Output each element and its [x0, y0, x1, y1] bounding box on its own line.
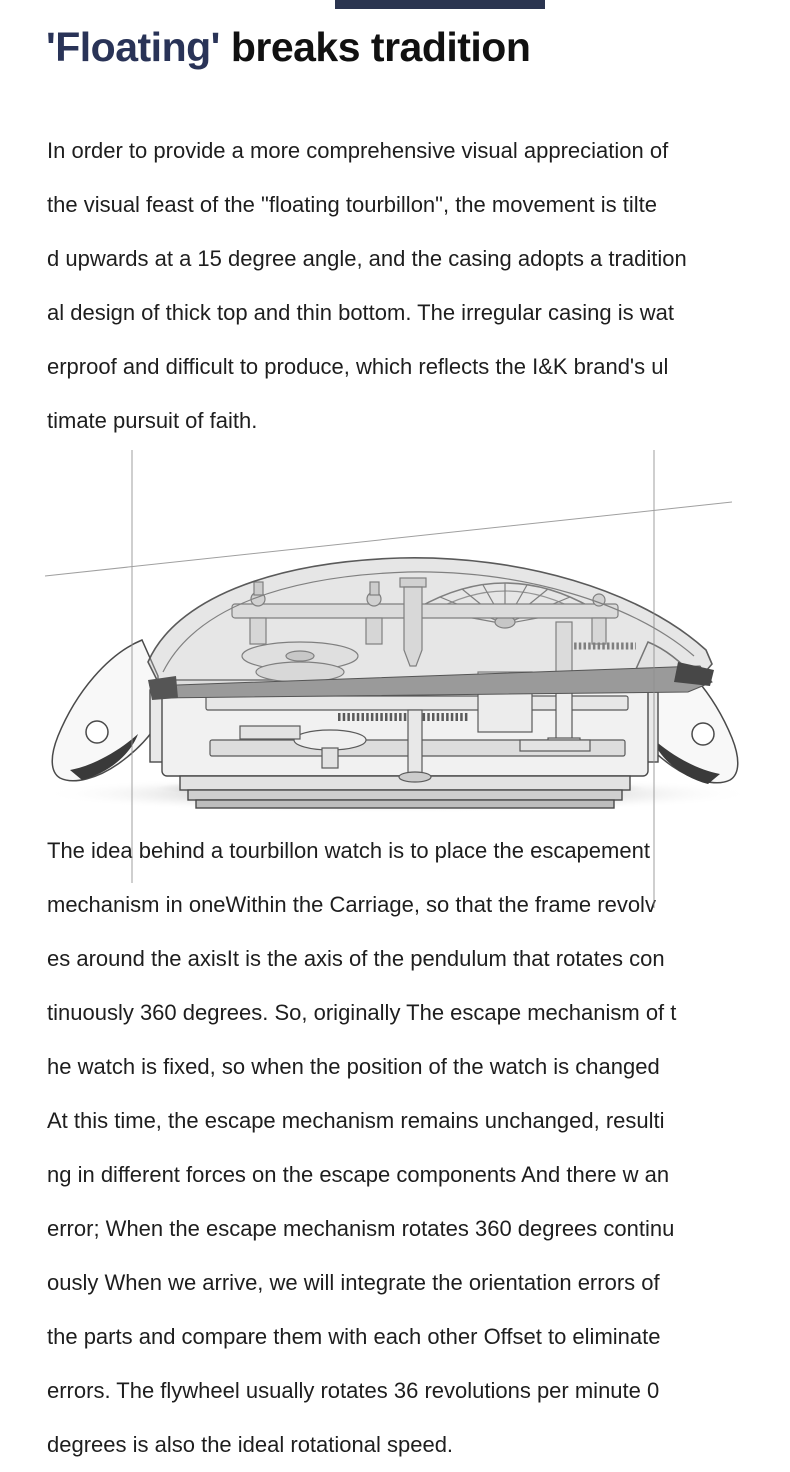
explanation-paragraph [47, 824, 767, 1472]
tourbillon-fan [418, 583, 592, 628]
top-divider-bar [335, 0, 545, 9]
title-highlight: 'Floating' [46, 24, 220, 70]
watch-crystal-dome [148, 558, 714, 700]
text-line: The idea behind a tourbillon watch is to place the escapement [47, 838, 650, 863]
text-line: tinuously 360 degrees. So, originally The escape mechanism of t [47, 1000, 677, 1025]
text-line: errors. The flywheel usually rotates 36 revolutions per minute 0 [47, 1378, 660, 1403]
intro-paragraph [47, 124, 767, 448]
diagonal-guide-line [45, 502, 732, 576]
text-line: error; When the escape mechanism rotates 360 degrees continu [47, 1216, 675, 1241]
text-line: mechanism in oneWithin the Carriage, so that the frame revolv [47, 892, 656, 917]
text-line: ously When we arrive, we will integrate the orientation errors of [47, 1270, 660, 1295]
title-rest: breaks tradition [219, 24, 531, 70]
text-line: d upwards at a 15 degree angle, and the casing adopts a tradition [47, 246, 687, 271]
figure-shadow [40, 775, 756, 813]
text-line: degrees is also the ideal rotational speed. [47, 1432, 454, 1457]
watch-case [150, 680, 658, 808]
text-line: ng in different forces on the escape components And there w an [47, 1162, 670, 1187]
text-line: es around the axisIt is the axis of the pendulum that rotates con [47, 946, 665, 971]
text-line: the parts and compare them with each other Offset to eliminate [47, 1324, 661, 1349]
text-line: At this time, the escape mechanism remains unchanged, resulti [47, 1108, 665, 1133]
watch-movement [206, 578, 636, 782]
text-line: he watch is fixed, so when the position of the watch is changed [47, 1054, 660, 1079]
text-line: al design of thick top and thin bottom. The irregular casing is wat [47, 300, 674, 325]
text-line: In order to provide a more comprehensive visual appreciation of [47, 138, 669, 163]
section-title [46, 22, 530, 73]
text-line: the visual feast of the "floating tourbillon", the movement is tilte [47, 192, 657, 217]
text-line: timate pursuit of faith. [47, 408, 258, 433]
watch-lugs [52, 640, 738, 784]
text-line: erproof and difficult to produce, which reflects the I&K brand's ul [47, 354, 669, 379]
